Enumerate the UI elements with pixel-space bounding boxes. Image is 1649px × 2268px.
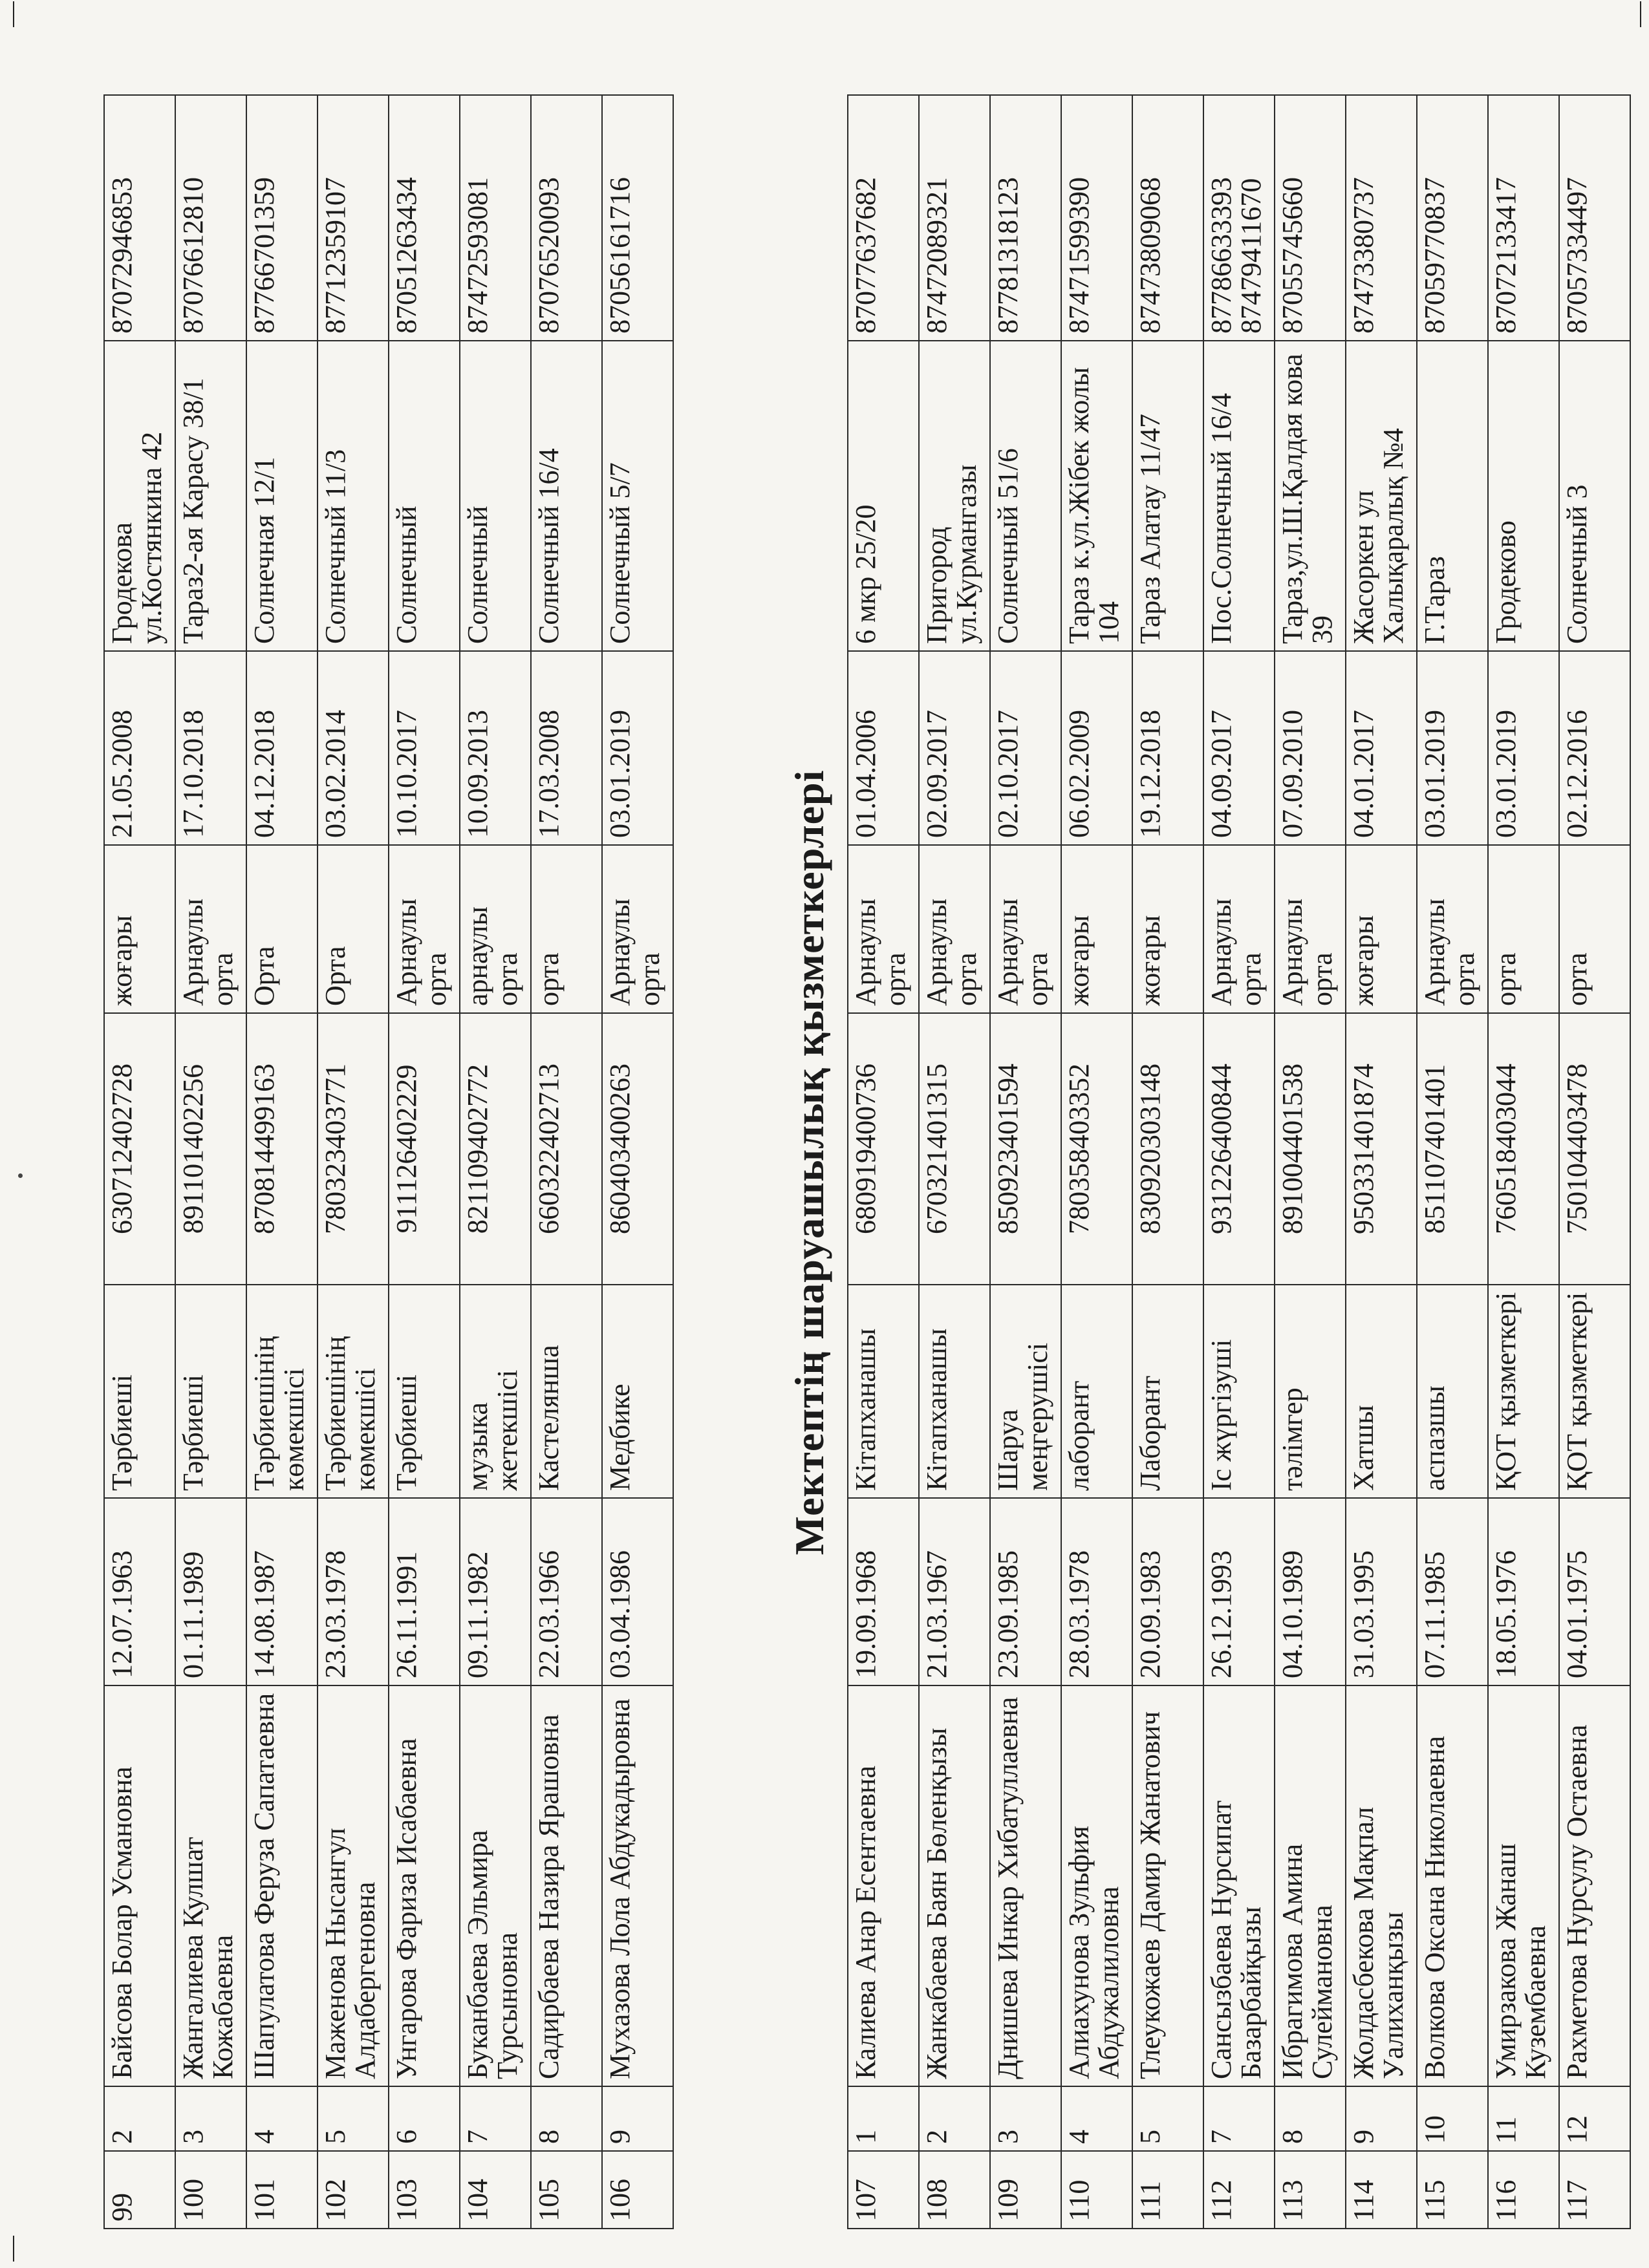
- position-cell: тәлімгер: [1275, 1285, 1346, 1498]
- birth-date-cell: 20.09.1983: [1132, 1498, 1203, 1685]
- full-name-cell: Калиева Анар Есентаевна: [848, 1685, 919, 2086]
- hire-date-cell: 19.12.2018: [1132, 651, 1203, 845]
- hire-date-cell: 10.09.2013: [460, 651, 531, 845]
- table-row: [318, 95, 389, 2229]
- hire-date-cell: 02.12.2016: [1559, 651, 1630, 845]
- iin-cell: 750104403478: [1559, 1013, 1630, 1285]
- iin-cell: 860403400263: [602, 1013, 673, 1285]
- birth-date-cell: 26.11.1991: [389, 1498, 460, 1685]
- full-name-cell: Жанкабаева Баян Бөленқызы: [919, 1685, 990, 2086]
- education-cell: Орта: [318, 845, 389, 1013]
- position-cell: Тәрбиешінің көмекшісі: [246, 1285, 318, 1498]
- index-cell: 11: [1488, 2086, 1559, 2151]
- index-cell: 8: [1275, 2086, 1346, 2151]
- table-row: [1275, 95, 1346, 2229]
- iin-cell: 780323403771: [318, 1013, 389, 1285]
- address-cell: Жасоркен ул Халықаралық №4: [1346, 341, 1417, 651]
- position-cell: Іс жүргізуші: [1203, 1285, 1275, 1498]
- phone-cell: 87471599390: [1061, 95, 1132, 341]
- phone-cell: 87055745660: [1275, 95, 1346, 341]
- address-cell: Тараз2-ая Карасу 38/1: [175, 341, 246, 651]
- iin-cell: 830920303148: [1132, 1013, 1203, 1285]
- education-cell: орта: [531, 845, 602, 1013]
- birth-date-cell: 09.11.1982: [460, 1498, 531, 1685]
- education-cell: Арнаулы орта: [919, 845, 990, 1013]
- row-number-cell: 109: [990, 2151, 1061, 2229]
- table-row: [1559, 95, 1630, 2229]
- row-number-cell: 102: [318, 2151, 389, 2229]
- index-cell: 12: [1559, 2086, 1630, 2151]
- table-row: [919, 95, 990, 2229]
- birth-date-cell: 03.04.1986: [602, 1498, 673, 1685]
- row-number-cell: 99: [104, 2151, 175, 2229]
- iin-cell: 780358403352: [1061, 1013, 1132, 1285]
- table-row: [990, 95, 1061, 2229]
- row-number-cell: 103: [389, 2151, 460, 2229]
- education-cell: Арнаулы орта: [848, 845, 919, 1013]
- full-name-cell: Рахметова Нурсулу Остаевна: [1559, 1685, 1630, 2086]
- phone-cell: 87059770837: [1417, 95, 1488, 341]
- hire-date-cell: 17.03.2008: [531, 651, 602, 845]
- rotated-sheet: [103, 96, 1591, 2229]
- row-number-cell: 106: [602, 2151, 673, 2229]
- hire-date-cell: 10.10.2017: [389, 651, 460, 845]
- index-cell: 4: [1061, 2086, 1132, 2151]
- education-cell: Арнаулы орта: [389, 845, 460, 1013]
- iin-cell: 630712402728: [104, 1013, 175, 1285]
- education-cell: Арнаулы орта: [602, 845, 673, 1013]
- address-cell: Солнечный 11/3: [318, 341, 389, 651]
- index-cell: 5: [1132, 2086, 1203, 2151]
- hire-date-cell: 02.10.2017: [990, 651, 1061, 845]
- position-cell: музыка жетекшісі: [460, 1285, 531, 1498]
- full-name-cell: Тлеукожаев Дамир Жанатович: [1132, 1685, 1203, 2086]
- position-cell: ҚОТ қызметкері: [1488, 1285, 1559, 1498]
- full-name-cell: Ибрагимова Амина Сулеймановна: [1275, 1685, 1346, 2086]
- position-cell: Кітапханашы: [919, 1285, 990, 1498]
- row-number-cell: 104: [460, 2151, 531, 2229]
- address-cell: Пос.Солнечный 16/4: [1203, 341, 1275, 651]
- table-row: [1203, 95, 1275, 2229]
- table-row: [602, 95, 673, 2229]
- iin-cell: 680919400736: [848, 1013, 919, 1285]
- education-cell: Арнаулы орта: [990, 845, 1061, 1013]
- index-cell: 7: [1203, 2086, 1275, 2151]
- table-row: [1132, 95, 1203, 2229]
- service-staff-table: [847, 94, 1631, 2229]
- phone-cell: 87057334497: [1559, 95, 1630, 341]
- table-row: [246, 95, 318, 2229]
- phone-cell: 87072133417: [1488, 95, 1559, 341]
- address-cell: Солнечный: [389, 341, 460, 651]
- index-cell: 9: [602, 2086, 673, 2151]
- iin-cell: 760518403044: [1488, 1013, 1559, 1285]
- table-row: [389, 95, 460, 2229]
- full-name-cell: Умирзакова Жанаш Кузембаевна: [1488, 1685, 1559, 2086]
- table-row: [175, 95, 246, 2229]
- iin-cell: 850923401594: [990, 1013, 1061, 1285]
- row-number-cell: 110: [1061, 2151, 1132, 2229]
- address-cell: Тараз к.ул.Жібек жолы 104: [1061, 341, 1132, 651]
- education-cell: жоғары: [1346, 845, 1417, 1013]
- row-number-cell: 114: [1346, 2151, 1417, 2229]
- iin-cell: 851107401401: [1417, 1013, 1488, 1285]
- row-number-cell: 100: [175, 2151, 246, 2229]
- hire-date-cell: 01.04.2006: [848, 651, 919, 845]
- birth-date-cell: 23.09.1985: [990, 1498, 1061, 1685]
- full-name-cell: Буканбаева Эльмира Турсыновна: [460, 1685, 531, 2086]
- education-cell: жоғары: [104, 845, 175, 1013]
- phone-cell: 87051263434: [389, 95, 460, 341]
- birth-date-cell: 04.10.1989: [1275, 1498, 1346, 1685]
- birth-date-cell: 21.03.1967: [919, 1498, 990, 1685]
- row-number-cell: 105: [531, 2151, 602, 2229]
- position-cell: Лаборант: [1132, 1285, 1203, 1498]
- full-name-cell: Садирбаева Назира Ярашовна: [531, 1685, 602, 2086]
- birth-date-cell: 23.03.1978: [318, 1498, 389, 1685]
- row-number-cell: 116: [1488, 2151, 1559, 2229]
- education-cell: Арнаулы орта: [1275, 845, 1346, 1013]
- position-cell: лаборант: [1061, 1285, 1132, 1498]
- table-row: [1061, 95, 1132, 2229]
- birth-date-cell: 31.03.1995: [1346, 1498, 1417, 1685]
- iin-cell: 891101402256: [175, 1013, 246, 1285]
- index-cell: 7: [460, 2086, 531, 2151]
- address-cell: Тараз,ул.Ш.Қалдая кова 39: [1275, 341, 1346, 651]
- hire-date-cell: 04.09.2017: [1203, 651, 1275, 845]
- index-cell: 8: [531, 2086, 602, 2151]
- index-cell: 9: [1346, 2086, 1417, 2151]
- full-name-cell: Жангалиева Кулшат Кожабаевна: [175, 1685, 246, 2086]
- address-cell: Солнечный 16/4: [531, 341, 602, 651]
- birth-date-cell: 04.01.1975: [1559, 1498, 1630, 1685]
- table-row: [1417, 95, 1488, 2229]
- table-row: [104, 95, 175, 2229]
- phone-cell: 87076612810: [175, 95, 246, 341]
- row-number-cell: 113: [1275, 2151, 1346, 2229]
- education-cell: Орта: [246, 845, 318, 1013]
- table-row: [460, 95, 531, 2229]
- address-cell: 6 мкр 25/20: [848, 341, 919, 651]
- education-cell: Арнаулы орта: [175, 845, 246, 1013]
- table-row: [848, 95, 919, 2229]
- address-cell: Солнечный: [460, 341, 531, 651]
- index-cell: 3: [990, 2086, 1061, 2151]
- position-cell: Хатшы: [1346, 1285, 1417, 1498]
- position-cell: Тәрбиешінің көмекшісі: [318, 1285, 389, 1498]
- full-name-cell: Сансызбаева Нурсипат Базарбайқызы: [1203, 1685, 1275, 2086]
- full-name-cell: Днишева Инкар Хибатуллаевна: [990, 1685, 1061, 2086]
- hire-date-cell: 02.09.2017: [919, 651, 990, 845]
- table-row: [1488, 95, 1559, 2229]
- full-name-cell: Маженова Нысангул Алдабергеновна: [318, 1685, 389, 2086]
- iin-cell: 931226400844: [1203, 1013, 1275, 1285]
- hire-date-cell: 17.10.2018: [175, 651, 246, 845]
- birth-date-cell: 26.12.1993: [1203, 1498, 1275, 1685]
- address-cell: Тараз Алатау 11/47: [1132, 341, 1203, 651]
- birth-date-cell: 22.03.1966: [531, 1498, 602, 1685]
- phone-cell: 87072946853: [104, 95, 175, 341]
- education-cell: жоғары: [1061, 845, 1132, 1013]
- phone-cell: 87766701359: [246, 95, 318, 341]
- full-name-cell: Алиахунова Зульфия Абдужалиловна: [1061, 1685, 1132, 2086]
- index-cell: 6: [389, 2086, 460, 2151]
- phone-cell: 87473809068: [1132, 95, 1203, 341]
- position-cell: аспазшы: [1417, 1285, 1488, 1498]
- index-cell: 3: [175, 2086, 246, 2151]
- hire-date-cell: 03.02.2014: [318, 651, 389, 845]
- phone-cell: 87472089321: [919, 95, 990, 341]
- education-cell: орта: [1488, 845, 1559, 1013]
- iin-cell: 660322402713: [531, 1013, 602, 1285]
- hire-date-cell: 04.01.2017: [1346, 651, 1417, 845]
- birth-date-cell: 14.08.1987: [246, 1498, 318, 1685]
- full-name-cell: Шапулатова Феруза Сапатаевна: [246, 1685, 318, 2086]
- row-number-cell: 117: [1559, 2151, 1630, 2229]
- hire-date-cell: 21.05.2008: [104, 651, 175, 845]
- index-cell: 4: [246, 2086, 318, 2151]
- phone-cell: 87712359107: [318, 95, 389, 341]
- education-cell: орта: [1559, 845, 1630, 1013]
- staff-table-top: [103, 96, 674, 2229]
- scan-corner-mark-bottom: [13, 2236, 14, 2262]
- phone-cell: 87077637682: [848, 95, 919, 341]
- row-number-cell: 108: [919, 2151, 990, 2229]
- phone-cell: 87473380737: [1346, 95, 1417, 341]
- birth-date-cell: 19.09.1968: [848, 1498, 919, 1685]
- position-cell: Кітапханашы: [848, 1285, 919, 1498]
- position-cell: Тәрбиеші: [175, 1285, 246, 1498]
- position-cell: Тәрбиеші: [389, 1285, 460, 1498]
- position-cell: Кастелянша: [531, 1285, 602, 1498]
- position-cell: Тәрбиеші: [104, 1285, 175, 1498]
- full-name-cell: Байсова Болар Усмановна: [104, 1685, 175, 2086]
- address-cell: Солнечный 5/7: [602, 341, 673, 651]
- birth-date-cell: 12.07.1963: [104, 1498, 175, 1685]
- address-cell: Гродеково: [1488, 341, 1559, 651]
- phone-cell: 87076520093: [531, 95, 602, 341]
- row-number-cell: 107: [848, 2151, 919, 2229]
- full-name-cell: Унгарова Фариза Исабаевна: [389, 1685, 460, 2086]
- phone-cell: 87056161716: [602, 95, 673, 341]
- row-number-cell: 101: [246, 2151, 318, 2229]
- index-cell: 2: [919, 2086, 990, 2151]
- index-cell: 10: [1417, 2086, 1488, 2151]
- birth-date-cell: 28.03.1978: [1061, 1498, 1132, 1685]
- iin-cell: 670321401315: [919, 1013, 990, 1285]
- address-cell: Солнечный 3: [1559, 341, 1630, 651]
- hire-date-cell: 03.01.2019: [1488, 651, 1559, 845]
- section-title: Мектептің шаруашылық қызметкерлері: [786, 769, 832, 1556]
- address-cell: Пригород ул.Курмангазы: [919, 341, 990, 651]
- birth-date-cell: 18.05.1976: [1488, 1498, 1559, 1685]
- iin-cell: 891004401538: [1275, 1013, 1346, 1285]
- hire-date-cell: 06.02.2009: [1061, 651, 1132, 845]
- row-number-cell: 112: [1203, 2151, 1275, 2229]
- iin-cell: 870814499163: [246, 1013, 318, 1285]
- phone-cell: 87786633393 87479411670: [1203, 95, 1275, 341]
- table-row: [531, 95, 602, 2229]
- birth-date-cell: 07.11.1985: [1417, 1498, 1488, 1685]
- position-cell: ҚОТ қызметкері: [1559, 1285, 1630, 1498]
- index-cell: 1: [848, 2086, 919, 2151]
- iin-cell: 821109402772: [460, 1013, 531, 1285]
- address-cell: Солнечный 51/6: [990, 341, 1061, 651]
- hire-date-cell: 03.01.2019: [602, 651, 673, 845]
- address-cell: Г.Тараз: [1417, 341, 1488, 651]
- table-row: [1346, 95, 1417, 2229]
- education-cell: Арнаулы орта: [1203, 845, 1275, 1013]
- phone-cell: 87472593081: [460, 95, 531, 341]
- education-cell: жоғары: [1132, 845, 1203, 1013]
- hire-date-cell: 03.01.2019: [1417, 651, 1488, 845]
- position-cell: Шаруа меңгерушісі: [990, 1285, 1061, 1498]
- education-cell: арнаулы орта: [460, 845, 531, 1013]
- index-cell: 2: [104, 2086, 175, 2151]
- full-name-cell: Мухазова Лола Абдукадыровна: [602, 1685, 673, 2086]
- education-cell: Арнаулы орта: [1417, 845, 1488, 1013]
- position-cell: Медбике: [602, 1285, 673, 1498]
- scan-corner-mark-top: [13, 1, 14, 27]
- hire-date-cell: 04.12.2018: [246, 651, 318, 845]
- hire-date-cell: 07.09.2010: [1275, 651, 1346, 845]
- iin-cell: 911126402229: [389, 1013, 460, 1285]
- scan-speck: [18, 1173, 23, 1178]
- birth-date-cell: 01.11.1989: [175, 1498, 246, 1685]
- address-cell: Солнечная 12/1: [246, 341, 318, 651]
- index-cell: 5: [318, 2086, 389, 2151]
- full-name-cell: Жолдасбекова Мақпал Уалиханқызы: [1346, 1685, 1417, 2086]
- scan-corner-mark-right: [1640, 1, 1641, 27]
- address-cell: Гродекова ул.Костянкина 42: [104, 341, 175, 651]
- staff-table-bottom: [847, 96, 1631, 2229]
- row-number-cell: 115: [1417, 2151, 1488, 2229]
- phone-cell: 87781318123: [990, 95, 1061, 341]
- staff-table: [103, 94, 674, 2229]
- iin-cell: 950331401874: [1346, 1013, 1417, 1285]
- row-number-cell: 111: [1132, 2151, 1203, 2229]
- full-name-cell: Волкова Оксана Николаевна: [1417, 1685, 1488, 2086]
